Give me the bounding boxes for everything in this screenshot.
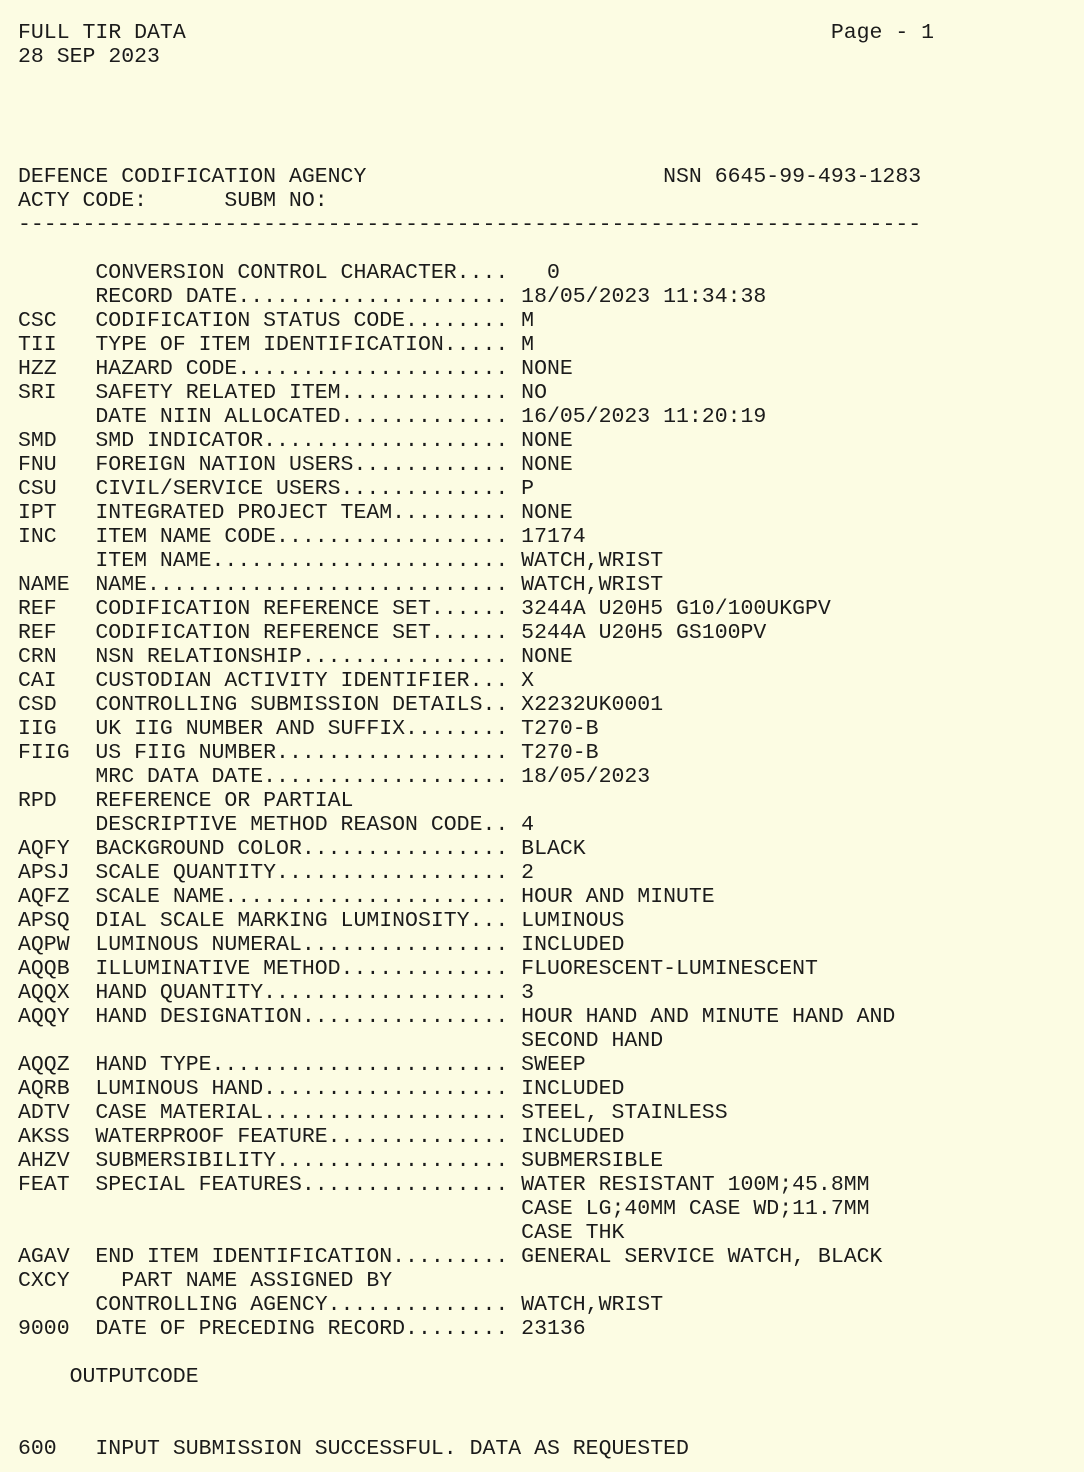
record-row <box>18 333 1084 357</box>
record-code: FNU <box>18 453 57 477</box>
record-label: DESCRIPTIVE METHOD REASON CODE.. <box>95 813 509 837</box>
record-row <box>18 381 1084 405</box>
record-row <box>18 597 1084 621</box>
record-code: FEAT <box>18 1173 70 1197</box>
report-header-line <box>18 21 1084 45</box>
record-value: M <box>521 309 535 333</box>
agency-name: DEFENCE CODIFICATION AGENCY <box>18 165 367 189</box>
record-value: SWEEP <box>521 1053 586 1077</box>
status-message: INPUT SUBMISSION SUCCESSFUL. DATA AS REQUESTED <box>95 1437 689 1461</box>
record-code: IIG <box>18 717 57 741</box>
page-number: Page - 1 <box>830 21 935 45</box>
record-row <box>18 1245 1084 1269</box>
record-label: SPECIAL FEATURES................ <box>95 1173 509 1197</box>
record-row <box>18 765 1084 789</box>
record-value: BLACK <box>521 837 586 861</box>
record-code: 9000 <box>18 1317 70 1341</box>
divider: ---------------------------------------------------------------------- <box>18 213 922 237</box>
record-row <box>18 1221 1084 1245</box>
record-value: LUMINOUS <box>521 909 625 933</box>
record-value: STEEL, STAINLESS <box>521 1101 728 1125</box>
record-row <box>18 1269 1084 1293</box>
record-value: GENERAL SERVICE WATCH, BLACK <box>521 1245 883 1269</box>
record-value: NONE <box>521 453 573 477</box>
record-code: AQQZ <box>18 1053 70 1077</box>
record-value: X <box>521 669 535 693</box>
record-value: 3 <box>521 981 535 1005</box>
record-label: ITEM NAME....................... <box>95 549 509 573</box>
record-code: AQQY <box>18 1005 70 1029</box>
record-value: WATER RESISTANT 100M;45.8MM <box>521 1173 870 1197</box>
record-label: NSN RELATIONSHIP................ <box>95 645 509 669</box>
blank-line <box>18 93 1084 117</box>
record-value: 4 <box>521 813 535 837</box>
record-value: 18/05/2023 11:34:38 <box>521 285 767 309</box>
record-row <box>18 1317 1084 1341</box>
record-code: AHZV <box>18 1149 70 1173</box>
record-row <box>18 1173 1084 1197</box>
report-date: 28 SEP 2023 <box>18 45 160 69</box>
record-value: P <box>521 477 535 501</box>
record-code: APSJ <box>18 861 70 885</box>
record-value: INCLUDED <box>521 1125 625 1149</box>
record-row <box>18 957 1084 981</box>
record-label: DATE OF PRECEDING RECORD........ <box>95 1317 509 1341</box>
record-row <box>18 549 1084 573</box>
record-row <box>18 1125 1084 1149</box>
record-row <box>18 1101 1084 1125</box>
record-value: 0 <box>521 261 560 285</box>
record-label: REFERENCE OR PARTIAL <box>95 789 354 813</box>
record-code: AKSS <box>18 1125 70 1149</box>
record-row <box>18 1005 1084 1029</box>
report-title: FULL TIR DATA <box>18 21 186 45</box>
record-code: TII <box>18 333 57 357</box>
record-list <box>18 261 1084 1341</box>
status-code: 600 <box>18 1437 57 1461</box>
record-code: SRI <box>18 381 57 405</box>
record-row <box>18 741 1084 765</box>
record-value: WATCH,WRIST <box>521 549 664 573</box>
record-code: SMD <box>18 429 57 453</box>
record-label: DIAL SCALE MARKING LUMINOSITY... <box>95 909 509 933</box>
nsn-number: NSN 6645-99-493-1283 <box>663 165 922 189</box>
record-row <box>18 1053 1084 1077</box>
record-row <box>18 981 1084 1005</box>
record-code: RPD <box>18 789 57 813</box>
record-value: NONE <box>521 501 573 525</box>
blank-line <box>18 237 1084 261</box>
record-code: AQPW <box>18 933 70 957</box>
record-value: X2232UK0001 <box>521 693 664 717</box>
record-label: CODIFICATION REFERENCE SET...... <box>95 621 509 645</box>
record-code: AQFY <box>18 837 70 861</box>
record-code: APSQ <box>18 909 70 933</box>
record-label: LUMINOUS HAND................... <box>95 1077 509 1101</box>
record-label: ILLUMINATIVE METHOD............. <box>95 957 509 981</box>
record-row <box>18 357 1084 381</box>
record-value: HOUR HAND AND MINUTE HAND AND <box>521 1005 896 1029</box>
subm-no-label: SUBM NO: <box>224 189 328 213</box>
agency-header-line <box>18 165 1084 189</box>
record-row <box>18 1149 1084 1173</box>
record-code: HZZ <box>18 357 57 381</box>
record-row <box>18 621 1084 645</box>
record-value: INCLUDED <box>521 933 625 957</box>
record-label: DATE NIIN ALLOCATED............. <box>95 405 509 429</box>
blank-line <box>18 1413 1084 1437</box>
record-value: 16/05/2023 11:20:19 <box>521 405 767 429</box>
record-label: SAFETY RELATED ITEM............. <box>95 381 509 405</box>
record-code: CSC <box>18 309 57 333</box>
record-value: 2 <box>521 861 535 885</box>
record-code: ADTV <box>18 1101 70 1125</box>
record-code: REF <box>18 621 57 645</box>
record-label: CONVERSION CONTROL CHARACTER.... <box>95 261 509 285</box>
record-label: PART NAME ASSIGNED BY <box>95 1269 393 1293</box>
record-code: CAI <box>18 669 57 693</box>
record-label: CONTROLLING SUBMISSION DETAILS.. <box>95 693 509 717</box>
record-label: SCALE NAME...................... <box>95 885 509 909</box>
record-value: WATCH,WRIST <box>521 1293 664 1317</box>
record-label: SUBMERSIBILITY.................. <box>95 1149 509 1173</box>
record-value: M <box>521 333 535 357</box>
record-row <box>18 645 1084 669</box>
record-value: T270-B <box>521 717 599 741</box>
record-row <box>18 717 1084 741</box>
record-code: AQQB <box>18 957 70 981</box>
record-label: CODIFICATION REFERENCE SET...... <box>95 597 509 621</box>
record-value: NONE <box>521 429 573 453</box>
record-row <box>18 1197 1084 1221</box>
record-code: IPT <box>18 501 57 525</box>
record-label: CODIFICATION STATUS CODE........ <box>95 309 509 333</box>
outputcode-heading: OUTPUTCODE <box>69 1365 199 1389</box>
record-value: NONE <box>521 645 573 669</box>
acty-code-label: ACTY CODE: <box>18 189 148 213</box>
record-code: CXCY <box>18 1269 70 1293</box>
record-code: CSD <box>18 693 57 717</box>
record-label: NAME............................ <box>95 573 509 597</box>
record-label: HAND TYPE....................... <box>95 1053 509 1077</box>
record-row <box>18 861 1084 885</box>
record-row <box>18 405 1084 429</box>
record-label: CUSTODIAN ACTIVITY IDENTIFIER... <box>95 669 509 693</box>
record-row <box>18 261 1084 285</box>
record-value: HOUR AND MINUTE <box>521 885 715 909</box>
record-code: CRN <box>18 645 57 669</box>
record-row <box>18 453 1084 477</box>
record-row <box>18 429 1084 453</box>
record-row <box>18 885 1084 909</box>
record-row <box>18 501 1084 525</box>
record-code: AQFZ <box>18 885 70 909</box>
blank-line <box>18 69 1084 93</box>
record-label: HAND QUANTITY................... <box>95 981 509 1005</box>
record-row <box>18 525 1084 549</box>
record-code: INC <box>18 525 57 549</box>
record-row <box>18 933 1084 957</box>
record-value: NO <box>521 381 547 405</box>
blank-line <box>18 141 1084 165</box>
record-value: 3244A U20H5 G10/100UKGPV <box>521 597 831 621</box>
record-label: ITEM NAME CODE.................. <box>95 525 509 549</box>
record-label: US FIIG NUMBER.................. <box>95 741 509 765</box>
record-label: CONTROLLING AGENCY.............. <box>95 1293 509 1317</box>
record-value: CASE THK <box>521 1221 625 1245</box>
record-row <box>18 477 1084 501</box>
record-code: AQRB <box>18 1077 70 1101</box>
record-code: CSU <box>18 477 57 501</box>
record-label: BACKGROUND COLOR................ <box>95 837 509 861</box>
record-label: WATERPROOF FEATURE.............. <box>95 1125 509 1149</box>
record-row <box>18 573 1084 597</box>
record-value: 18/05/2023 <box>521 765 651 789</box>
record-value: 5244A U20H5 GS100PV <box>521 621 767 645</box>
record-label: MRC DATA DATE................... <box>95 765 509 789</box>
record-code: FIIG <box>18 741 70 765</box>
record-code: AQQX <box>18 981 70 1005</box>
record-value: T270-B <box>521 741 599 765</box>
record-label: LUMINOUS NUMERAL................ <box>95 933 509 957</box>
record-label: SCALE QUANTITY.................. <box>95 861 509 885</box>
record-row <box>18 693 1084 717</box>
status-line <box>18 1437 1084 1461</box>
record-row <box>18 813 1084 837</box>
record-row <box>18 309 1084 333</box>
record-label: INTEGRATED PROJECT TEAM......... <box>95 501 509 525</box>
record-code: AGAV <box>18 1245 70 1269</box>
record-label: HAND DESIGNATION................ <box>95 1005 509 1029</box>
record-value: NONE <box>521 357 573 381</box>
record-label: CIVIL/SERVICE USERS............. <box>95 477 509 501</box>
record-label: RECORD DATE..................... <box>95 285 509 309</box>
record-value: 17174 <box>521 525 586 549</box>
record-row <box>18 789 1084 813</box>
record-row <box>18 1293 1084 1317</box>
blank-line <box>18 117 1084 141</box>
record-code: NAME <box>18 573 70 597</box>
blank-line <box>18 1341 1084 1365</box>
blank-line <box>18 1389 1084 1413</box>
record-code: REF <box>18 597 57 621</box>
record-value: CASE LG;40MM CASE WD;11.7MM <box>521 1197 870 1221</box>
record-label: SMD INDICATOR................... <box>95 429 509 453</box>
record-row <box>18 837 1084 861</box>
record-row <box>18 285 1084 309</box>
record-value: FLUORESCENT-LUMINESCENT <box>521 957 818 981</box>
record-value: SUBMERSIBLE <box>521 1149 664 1173</box>
record-value: SECOND HAND <box>521 1029 664 1053</box>
record-value: WATCH,WRIST <box>521 573 664 597</box>
record-label: CASE MATERIAL................... <box>95 1101 509 1125</box>
record-label: END ITEM IDENTIFICATION......... <box>95 1245 509 1269</box>
record-label: HAZARD CODE..................... <box>95 357 509 381</box>
record-row <box>18 1029 1084 1053</box>
record-row <box>18 909 1084 933</box>
record-label: UK IIG NUMBER AND SUFFIX........ <box>95 717 509 741</box>
record-label: FOREIGN NATION USERS............ <box>95 453 509 477</box>
record-value: INCLUDED <box>521 1077 625 1101</box>
codes-header-line <box>18 189 1084 213</box>
record-label: TYPE OF ITEM IDENTIFICATION..... <box>95 333 509 357</box>
record-row <box>18 669 1084 693</box>
record-row <box>18 1077 1084 1101</box>
record-value: 23136 <box>521 1317 586 1341</box>
